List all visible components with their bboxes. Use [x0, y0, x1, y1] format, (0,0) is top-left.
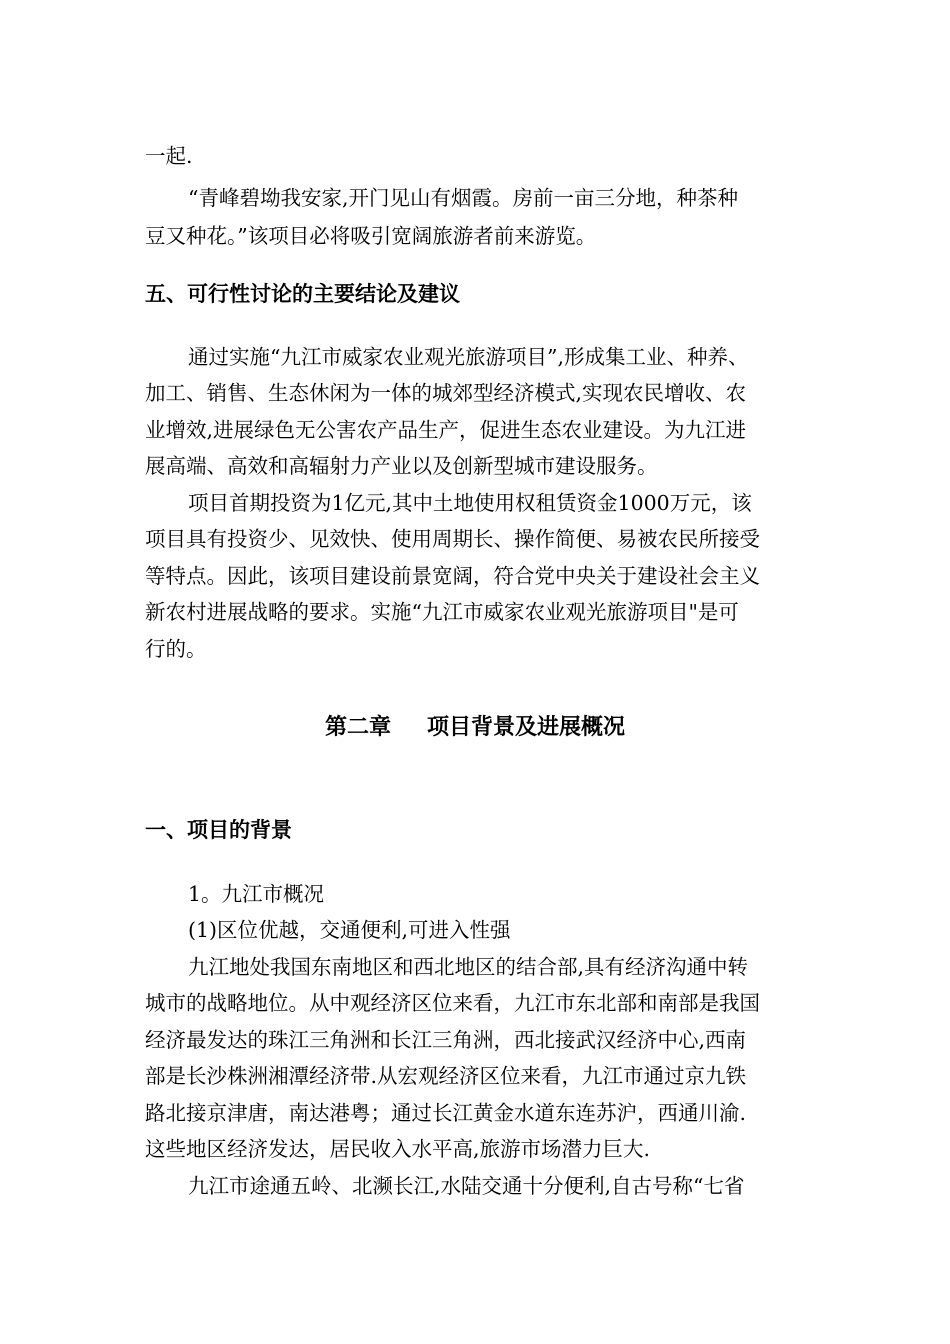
paragraph-line: 加工、销售、生态休闲为一体的城郊型经济模式,实现农民增收、农	[145, 381, 747, 405]
subsection-title: (1)区位优越，交通便利,可进入性强	[188, 918, 511, 942]
section-heading: 一、项目的背景	[145, 818, 292, 842]
paragraph-line: 一起.	[145, 144, 193, 168]
chapter-number: 第二章	[324, 715, 391, 740]
paragraph-line: 路北接京津唐，南达港粤；通过长江黄金水道东连苏沪，西通川渝.	[145, 1101, 747, 1125]
chapter-title	[0, 712, 950, 744]
paragraph-line: 城市的战略地位。从中观经济区位来看，九江市东北部和南部是我国	[145, 991, 760, 1015]
paragraph-line: 项目具有投资少、见效快、使用周期长、操作简便、易被农民所接受	[145, 527, 760, 551]
paragraph-line: 项目首期投资为1亿元,其中土地使用权租赁资金1000万元，该	[188, 491, 752, 515]
paragraph-line: 九江地处我国东南地区和西北地区的结合部,具有经济沟通中转	[188, 955, 749, 979]
paragraph-line: 展高端、高效和高辐射力产业以及创新型城市建设服务。	[145, 454, 658, 478]
paragraph-line: 业增效,进展绿色无公害农产品生产，促进生态农业建设。为九江进	[145, 418, 747, 442]
paragraph-line: 通过实施“九江市威家农业观光旅游项目”,形成集工业、种养、	[188, 345, 749, 369]
paragraph-line: 经济最发达的珠江三角洲和长江三角洲，西北接武汉经济中心,西南	[145, 1028, 747, 1052]
paragraph-line: 豆又种花。”该项目必将吸引宽阔旅游者前来游览。	[145, 224, 597, 248]
chapter-heading: 项目背景及进展概况	[427, 715, 626, 740]
paragraph-line: 行的。	[145, 637, 207, 661]
paragraph-line: “青峰碧坳我安家,开门见山有烟霞。房前一亩三分地，种茶种	[188, 186, 738, 210]
paragraph-line: 部是长沙株洲湘潭经济带.从宏观经济区位来看，九江市通过京九铁	[145, 1064, 747, 1088]
section-heading: 五、可行性讨论的主要结论及建议	[145, 282, 460, 306]
paragraph-line: 九江市途通五岭、北濒长江,水陆交通十分便利,自古号称“七省	[188, 1174, 745, 1198]
paragraph-line: 等特点。因此，该项目建设前景宽阔，符合党中央关于建设社会主义	[145, 564, 760, 588]
subsection-title: 1。九江市概况	[188, 882, 325, 906]
paragraph-line: 新农村进展战略的要求。实施“九江市威家农业观光旅游项目"是可	[145, 600, 739, 624]
paragraph-line: 这些地区经济发达，居民收入水平高,旅游市场潜力巨大.	[145, 1137, 651, 1161]
